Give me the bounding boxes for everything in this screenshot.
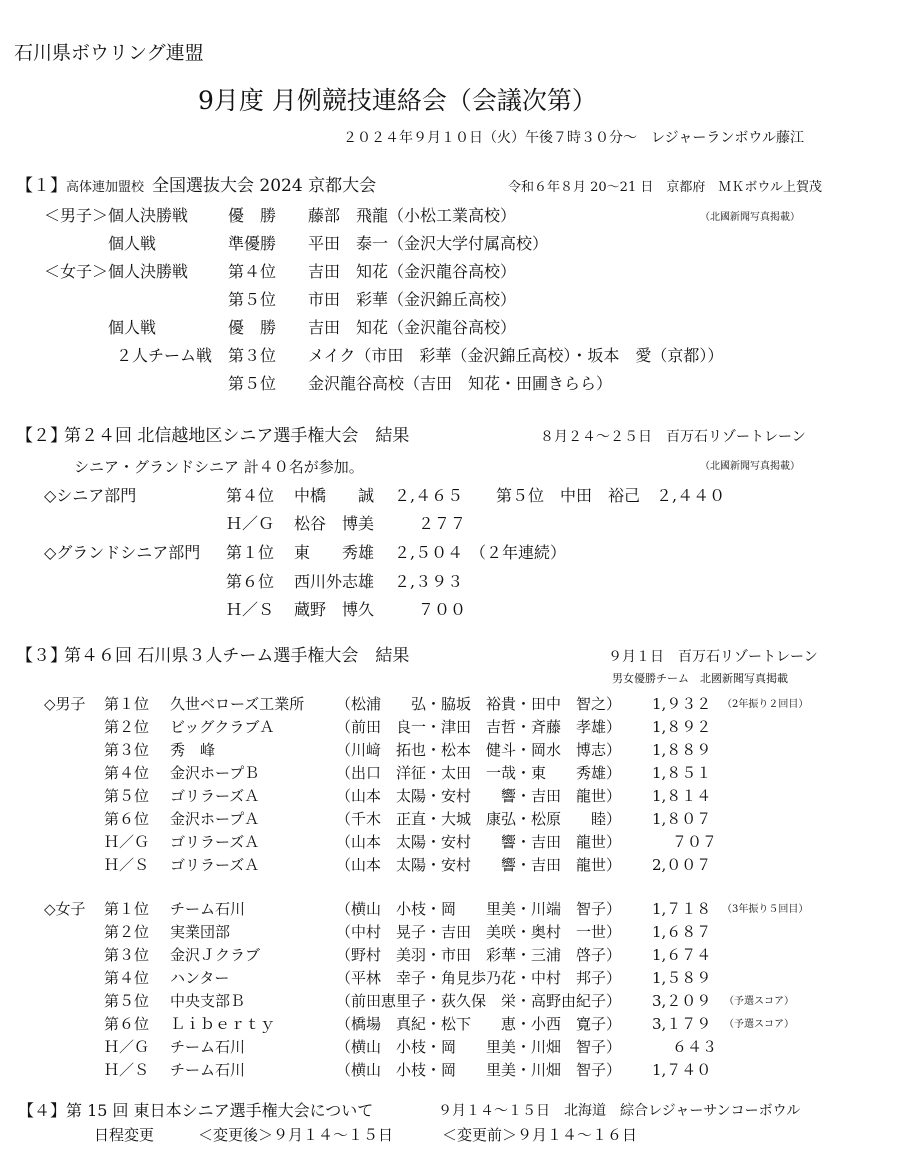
s3-women-row-8-team: チーム石川 [170, 1061, 246, 1079]
s3-women-row-5-note: （予選スコア） [724, 996, 794, 1007]
section-2-date-venue: ８月２４～２５日 百万石リゾートレーン [540, 429, 806, 445]
s1-row-1-result: 藤部 飛龍（小松工業高校） [308, 206, 517, 225]
s1-row-4-result: 市田 彩華（金沢錦丘高校） [308, 290, 517, 309]
section-3-title: 第４６回 石川県３人チーム選手権大会 結果 [64, 646, 410, 666]
section-1-prefix: 高体連加盟校 [66, 180, 145, 195]
section-4-schedule-label: 日程変更 [94, 1126, 155, 1144]
s3-men-row-2-score: 1,８９２ [652, 718, 712, 736]
s2-row-5-rank: Ｈ／Ｓ [226, 600, 275, 619]
s3-women-row-8-members: （横山 小枝・岡 里美・川畑 智子） [336, 1061, 622, 1079]
s3-women-row-1-team: チーム石川 [170, 900, 246, 918]
s3-men-row-8-rank: Ｈ／Ｓ [104, 856, 150, 874]
s2-row-5-name: 蔵野 博久 [294, 600, 375, 619]
s1-row-7-rank: 第５位 [228, 374, 277, 393]
s1-row-6-category: ２人チーム戦 [116, 346, 213, 365]
s3-men-row-2-team: ビッグクラブＡ [170, 718, 275, 736]
s1-row-2-result: 平田 泰一（金沢大学付属高校） [308, 234, 549, 253]
s2-row-2-name: 松谷 博美 [294, 514, 375, 533]
s3-men-row-8-members: （山本 太陽・安村 響・吉田 龍世） [336, 856, 622, 874]
s3-men-row-7-members: （山本 太陽・安村 響・吉田 龍世） [336, 833, 622, 851]
s3-men-row-5-members: （山本 太陽・安村 響・吉田 龍世） [336, 787, 622, 805]
s3-women-row-4-members: （平林 幸子・角見歩乃花・中村 邦子） [336, 969, 622, 987]
s3-women-row-6-note: （予選スコア） [724, 1019, 794, 1030]
meeting-datetime-venue: ２０２４年９月１０日（火）午後７時３０分～ レジャーランボウル藤江 [343, 130, 804, 146]
s3-men-row-2-members: （前田 良一・津田 吉哲・斉藤 孝雄） [336, 718, 622, 736]
s3-men-row-7-rank: Ｈ／Ｇ [104, 833, 150, 851]
s3-women-row-4-team: ハンター [170, 969, 230, 987]
section-2-photo-note: （北國新聞写真掲載） [700, 461, 800, 472]
section-4-mark: 【４】 [18, 1101, 67, 1120]
s3-women-row-3-score: 1,６７４ [652, 946, 712, 964]
s3-men-row-1-team: 久世ベローズ工業所 [170, 695, 305, 713]
s2-row-1-score: ２,４６５ [394, 486, 464, 505]
s3-women-row-6-score: 3,１７９ [652, 1015, 712, 1033]
section-2-participants: シニア・グランドシニア 計４０名が参加。 [74, 458, 364, 476]
s1-row-6-result: メイク（市田 彩華（金沢錦丘高校）・坂本 愛（京都）） [308, 346, 724, 365]
s2-row-1-category: ◇シニア部門 [44, 486, 137, 505]
section-3-mark: 【３】 [16, 646, 67, 666]
s3-men-category: ◇男子 [44, 695, 86, 713]
s2-row-2-score: ２７７ [418, 514, 467, 533]
section-1-mark: 【１】 [16, 176, 67, 196]
s2-row-4-name: 西川外志雄 [294, 572, 375, 591]
s3-men-row-6-members: （千木 正直・大城 康弘・松原 睦） [336, 810, 622, 828]
s1-row-5-rank: 優 勝 [228, 318, 277, 337]
s3-men-row-2-rank: 第２位 [104, 718, 150, 736]
s3-women-row-2-team: 実業団部 [170, 923, 231, 941]
section-4-date-venue: ９月１４～１５日 北海道 綜合レジャーサンコーボウル [438, 1103, 801, 1119]
section-3-photo-note: 男女優勝チーム 北國新聞写真掲載 [612, 672, 788, 685]
s1-row-3-rank: 第４位 [228, 262, 277, 281]
section-4-schedule-after: ＜変更後＞９月１４～１５日 [198, 1126, 394, 1144]
s3-women-row-5-score: 3,２０９ [652, 992, 712, 1010]
s1-row-5-category: 個人戦 [108, 318, 157, 337]
s1-row-4-rank: 第５位 [228, 290, 277, 309]
s2-row-1-extra: 第５位 中田 裕己 ２,４４０ [496, 486, 726, 505]
s3-women-row-3-team: 金沢Ｊクラブ [170, 946, 261, 964]
s3-women-row-5-rank: 第５位 [104, 992, 150, 1010]
section-1-photo-note: （北國新聞写真掲載） [700, 212, 800, 223]
s3-men-row-7-team: ゴリラーズＡ [170, 833, 260, 851]
section-3-date-venue: ９月１日 百万石リゾートレーン [608, 649, 818, 665]
s1-row-2-category: 個人戦 [108, 234, 157, 253]
s2-row-3-extra: （２年連続） [470, 543, 567, 562]
s3-men-row-3-score: 1,８８９ [652, 741, 712, 759]
s3-women-row-3-members: （野村 美羽・市田 彩華・三浦 啓子） [336, 946, 622, 964]
s2-row-3-score: ２,５０４ [394, 543, 464, 562]
s3-women-row-8-score: 1,７４０ [652, 1061, 712, 1079]
s1-row-3-result: 吉田 知花（金沢龍谷高校） [308, 262, 517, 281]
section-1-title: 全国選抜大会 2024 京都大会 [152, 176, 377, 196]
s3-men-row-8-team: ゴリラーズＡ [170, 856, 260, 874]
s3-men-row-1-score: 1,９３２ [652, 695, 712, 713]
s3-men-row-6-rank: 第６位 [104, 810, 150, 828]
s3-men-row-4-team: 金沢ホープＢ [170, 764, 260, 782]
document-title: 9月度 月例競技連絡会（会議次第） [198, 86, 597, 115]
s3-men-row-4-score: 1,８５１ [652, 764, 712, 782]
s1-row-3-category: ＜女子＞個人決勝戦 [44, 262, 189, 281]
s3-men-row-1-note: （2年振り２回目） [722, 699, 809, 710]
s3-women-row-7-members: （横山 小枝・岡 里美・川畑 智子） [336, 1038, 622, 1056]
s3-women-row-4-rank: 第４位 [104, 969, 150, 987]
s2-row-4-rank: 第６位 [226, 572, 275, 591]
s2-row-1-rank: 第４位 [226, 486, 275, 505]
organization-name: 石川県ボウリング連盟 [14, 42, 204, 64]
s3-men-row-6-score: 1,８０７ [652, 810, 712, 828]
s3-women-row-3-rank: 第３位 [104, 946, 150, 964]
s3-women-row-1-note: （3年振り５回目） [722, 904, 809, 915]
section-4-title: 第 15 回 東日本シニア選手権大会について [66, 1101, 374, 1120]
s3-women-row-2-rank: 第２位 [104, 923, 150, 941]
s3-women-row-6-team: Ｌｉｂｅｒｔｙ [170, 1015, 276, 1033]
s3-men-row-4-rank: 第４位 [104, 764, 150, 782]
s1-row-7-result: 金沢龍谷高校（吉田 知花・田圃きらら） [308, 374, 613, 393]
s3-women-row-1-rank: 第１位 [104, 900, 150, 918]
s3-men-row-6-team: 金沢ホープＡ [170, 810, 260, 828]
s3-men-row-5-score: 1,８１４ [652, 787, 712, 805]
s2-row-3-category: ◇グランドシニア部門 [44, 543, 201, 562]
s3-women-category: ◇女子 [44, 900, 86, 918]
s3-men-row-1-members: （松浦 弘・脇坂 裕貴・田中 智之） [336, 695, 622, 713]
s3-women-row-6-members: （橋場 真紀・松下 恵・小西 寛子） [336, 1015, 622, 1033]
s1-row-2-rank: 準優勝 [228, 234, 277, 253]
s3-men-row-5-rank: 第５位 [104, 787, 150, 805]
s2-row-2-rank: Ｈ／Ｇ [226, 514, 275, 533]
s3-women-row-1-members: （横山 小枝・岡 里美・川端 智子） [336, 900, 622, 918]
s3-men-row-3-rank: 第３位 [104, 741, 150, 759]
section-2-mark: 【２】 [16, 426, 67, 446]
s1-row-6-rank: 第３位 [228, 346, 277, 365]
s3-men-row-8-score: 2,００７ [652, 856, 712, 874]
s3-men-row-3-team: 秀 峰 [170, 741, 216, 759]
s3-women-row-5-team: 中央支部Ｂ [170, 992, 246, 1010]
s3-men-row-1-rank: 第１位 [104, 695, 150, 713]
s2-row-5-score: ７００ [418, 600, 467, 619]
s3-women-row-7-score: ６４３ [672, 1038, 718, 1056]
s3-men-row-3-members: （川﨑 拓也・松本 健斗・岡水 博志） [336, 741, 622, 759]
s3-men-row-4-members: （出口 洋征・太田 一哉・東 秀雄） [336, 764, 622, 782]
s2-row-3-name: 東 秀雄 [294, 543, 375, 562]
s1-row-1-category: ＜男子＞個人決勝戦 [44, 206, 189, 225]
s3-women-row-5-members: （前田恵里子・荻久保 栄・高野由紀子） [336, 992, 622, 1010]
s1-row-5-result: 吉田 知花（金沢龍谷高校） [308, 318, 517, 337]
s3-men-row-5-team: ゴリラーズＡ [170, 787, 260, 805]
s3-women-row-2-score: 1,６８７ [652, 923, 712, 941]
s3-women-row-2-members: （中村 晃子・吉田 美咲・奥村 一世） [336, 923, 622, 941]
s2-row-3-rank: 第１位 [226, 543, 275, 562]
s3-women-row-6-rank: 第６位 [104, 1015, 150, 1033]
s3-women-row-7-rank: Ｈ／Ｇ [104, 1038, 150, 1056]
s1-row-1-rank: 優 勝 [228, 206, 277, 225]
section-1-date-venue: 令和６年８月 20～21 日 京都府 ＭＫボウル上賀茂 [508, 180, 822, 195]
s3-men-row-7-score: ７０７ [672, 833, 718, 851]
s2-row-4-score: ２,３９３ [394, 572, 464, 591]
s2-row-1-name: 中橋 誠 [294, 486, 375, 505]
section-4-schedule-before: ＜変更前＞９月１４～１６日 [442, 1126, 638, 1144]
section-2-title: 第２４回 北信越地区シニア選手権大会 結果 [64, 426, 410, 446]
s3-women-row-8-rank: Ｈ／Ｓ [104, 1061, 150, 1079]
s3-women-row-1-score: 1,７１８ [652, 900, 712, 918]
s3-women-row-7-team: チーム石川 [170, 1038, 246, 1056]
s3-women-row-4-score: 1,５８９ [652, 969, 712, 987]
